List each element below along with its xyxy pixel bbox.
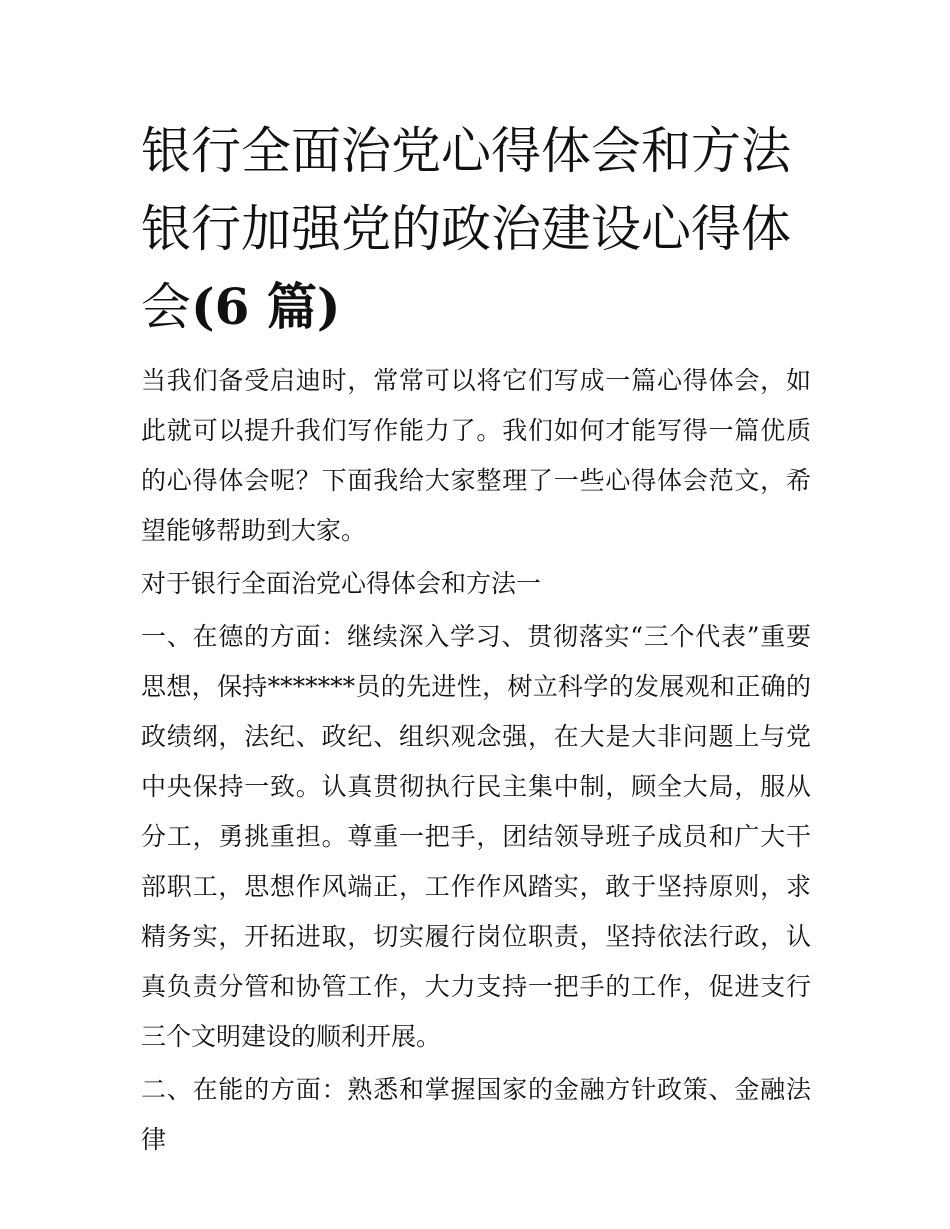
title-line-2: 银行加强党的政治建设心得体: [141, 200, 791, 258]
title-line-3-prefix: 会: [141, 278, 191, 336]
paragraph-2: 二、在能的方面：熟悉和掌握国家的金融方针政策、金融法律: [141, 1075, 811, 1154]
intro-paragraph: 当我们备受启迪时，常常可以将它们写成一篇心得体会，如此就可以提升我们写作能力了。我们如何才能写得一篇优质的心得体会呢？下面我给大家整理了一些心得体会范文，希望能够帮助到大家。: [141, 366, 811, 545]
paragraph-1: 一、在德的方面：继续深入学习、贯彻落实“三个代表”重要思想，保持*******员的先进性，树立科学的发展观和正确的政绩纲，法纪、政纪、组织观念强，在大是大非问题上与党中央保持一致。认真贯彻执行民主集中制，顾全大局，服从分工，勇挑重担。尊重一把手，团结领导班子成员和广大干部职工，思想作风端正，工作作风踏实，敢于坚持原则，求精务实，开拓进取，切实履行岗位职责，坚持依法行政，认真负责分管和协管工作，大力支持一把手的工作，促进支行三个文明建设的顺利开展。: [141, 622, 811, 1051]
document-content: [141, 112, 811, 1165]
section-heading: 对于银行全面治党心得体会和方法一: [141, 569, 542, 598]
document-title: [141, 112, 811, 346]
title-line-3-suffix: (6 篇): [191, 277, 341, 336]
title-line-1: 银行全面治党心得体会和方法: [141, 122, 791, 180]
